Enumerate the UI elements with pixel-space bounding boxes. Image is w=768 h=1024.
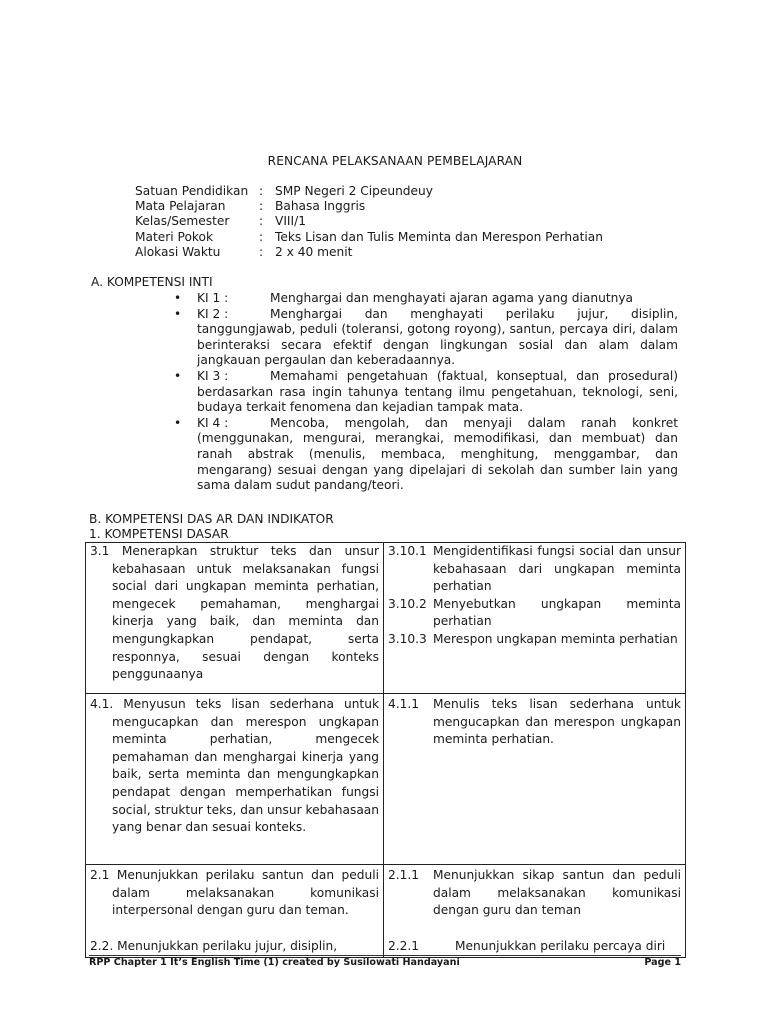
meta-label: Materi Pokok [135, 229, 214, 244]
meta-value: Bahasa Inggris [275, 199, 366, 214]
table-cell-indicator [384, 694, 686, 865]
ki-text: Mencoba, mengolah, dan menyaji dalam ranah konkret (menggunakan, mengurai, merangkai, memodifikasi, dan membuat) dan ranah abstrak (menulis, membaca, menghitung, menggambar, dan mengarang) sesuai dengan yang dipelajari di sekolah dan sumber lain yang sama dalam sudut pandang/teori. [197, 415, 678, 493]
indicator-text: Merespon ungkapan meminta perhatian [433, 631, 678, 646]
meta-label: Kelas/Semester [135, 214, 230, 229]
section-a-heading: A. KOMPETENSI INTI [91, 275, 213, 289]
page-number: Page 1 [644, 957, 681, 968]
kd-text: 4.1. Menyusun teks lisan sederhana untuk mengucapkan dan merespon ungkapan meminta perhatian, mengecek pemahaman dan menghargai kinerja yang baik, serta meminta dan mengungkapkan pendapat dengan memperhatikan fungsi social, struktur teks, dan unsur kebahasaan yang benar dan sesuai konteks. [90, 697, 379, 835]
ki-text: Menghargai dan menghayati ajaran agama yang dianutnya [270, 291, 634, 305]
ki-label: KI 4 : [197, 415, 229, 430]
kd-text: 2.2. Menunjukkan perilaku jujur, disiplin, [90, 938, 338, 953]
bullet-icon: • [174, 306, 182, 321]
meta-value: VIII/1 [275, 214, 306, 229]
kd-text: 3.1 Menerapkan struktur teks dan unsur kebahasaan untuk melaksanakan fungsi social dari ungkapan meminta perhatian, mengecek pemahaman, menghargai kinerja yang baik, dan meminta dan mengungkapkan pendapat, serta responnya, sesuai dengan konteks penggunaanya [90, 544, 379, 682]
meta-value: 2 x 40 menit [275, 244, 353, 259]
indicator-entry [388, 696, 681, 749]
indicator-text: Menunjukkan perilaku percaya diri [455, 938, 666, 953]
indicator-text: Menulis teks lisan sederhana untuk mengucapkan dan merespon ungkapan meminta perhatian. [433, 697, 681, 747]
list-item [174, 416, 678, 494]
table-cell-kd [86, 543, 384, 694]
bullet-icon: • [174, 291, 182, 305]
identity-block [135, 184, 603, 260]
bullet-icon: • [174, 415, 182, 430]
meta-colon: : [259, 244, 264, 259]
indicator-number: 2.2.1 [388, 938, 420, 953]
table-cell-indicator [384, 543, 686, 694]
meta-label: Satuan Pendidikan [135, 184, 249, 198]
ki-label: KI 1 : [197, 291, 229, 305]
indicator-entry [388, 596, 681, 631]
indicator-number: 3.10.2 [388, 596, 427, 611]
bullet-icon: • [174, 368, 182, 383]
indicator-entry [388, 938, 681, 956]
meta-label: Mata Pelajaran [135, 199, 226, 214]
meta-row [135, 230, 603, 245]
indicator-entry [388, 543, 681, 596]
meta-label: Alokasi Waktu [135, 244, 221, 259]
indicator-entry [388, 631, 681, 649]
meta-colon: : [259, 229, 264, 244]
meta-row [135, 214, 603, 229]
ki-label: KI 2 : [197, 306, 229, 321]
table-row [86, 865, 686, 958]
kompetensi-table [85, 542, 686, 958]
table-cell-kd [86, 865, 384, 958]
meta-row [135, 199, 603, 214]
indicator-text: Mengidentifikasi fungsi social dan unsur kebahasaan dari ungkapan meminta perhatian [433, 544, 681, 594]
ki-label: KI 3 : [197, 368, 229, 383]
list-item [174, 369, 678, 416]
kompetensi-inti-list [174, 291, 678, 494]
section-b-heading: B. KOMPETENSI DAS AR DAN INDIKATOR [89, 512, 334, 526]
meta-colon: : [259, 214, 264, 229]
meta-colon: : [259, 184, 264, 198]
meta-row [135, 184, 603, 199]
meta-value: SMP Negeri 2 Cipeundeuy [275, 184, 433, 198]
indicator-text: Menyebutkan ungkapan meminta perhatian [433, 596, 681, 629]
meta-row [135, 245, 603, 260]
indicator-entry [388, 867, 681, 920]
document-title: RENCANA PELAKSANAAN PEMBELAJARAN [267, 154, 523, 168]
table-cell-kd [86, 694, 384, 865]
footer-text: RPP Chapter 1 It’s English Time (1) created by Susilowati Handayani [89, 957, 460, 968]
ki-text: Memahami pengetahuan (faktual, konseptual, dan prosedural) berdasarkan rasa ingin tahunya tentang ilmu pengetahuan, teknologi, seni, budaya terkait fenomena dan kejadian tampak mata. [197, 368, 678, 415]
ki-text: Menghargai dan menghayati perilaku jujur, disiplin, tanggungjawab, peduli (toleransi, gotong royong), santun, percaya diri, dalam berinteraksi secara efektif dengan lingkungan sosial dan alam dalam jangkauan pergaulan dan keberadaannya. [197, 306, 678, 368]
indicator-number: 3.10.3 [388, 631, 427, 646]
table-row [86, 543, 686, 694]
section-b-subheading: 1. KOMPETENSI DASAR [89, 527, 229, 541]
indicator-number: 4.1.1 [388, 697, 420, 711]
list-item [174, 307, 678, 369]
table-cell-indicator [384, 865, 686, 958]
meta-colon: : [259, 199, 264, 214]
page-footer [89, 955, 681, 968]
kd-text: 2.1 Menunjukkan perilaku santun dan peduli dalam melaksanakan komunikasi interpersonal dengan guru dan teman. [90, 868, 379, 918]
indicator-number: 2.1.1 [388, 868, 420, 882]
list-item [174, 291, 678, 307]
meta-value: Teks Lisan dan Tulis Meminta dan Merespon Perhatian [275, 229, 603, 244]
indicator-text: Menunjukkan sikap santun dan peduli dalam melaksanakan komunikasi dengan guru dan teman [433, 868, 681, 918]
table-row [86, 694, 686, 865]
indicator-number: 3.10.1 [388, 544, 427, 558]
